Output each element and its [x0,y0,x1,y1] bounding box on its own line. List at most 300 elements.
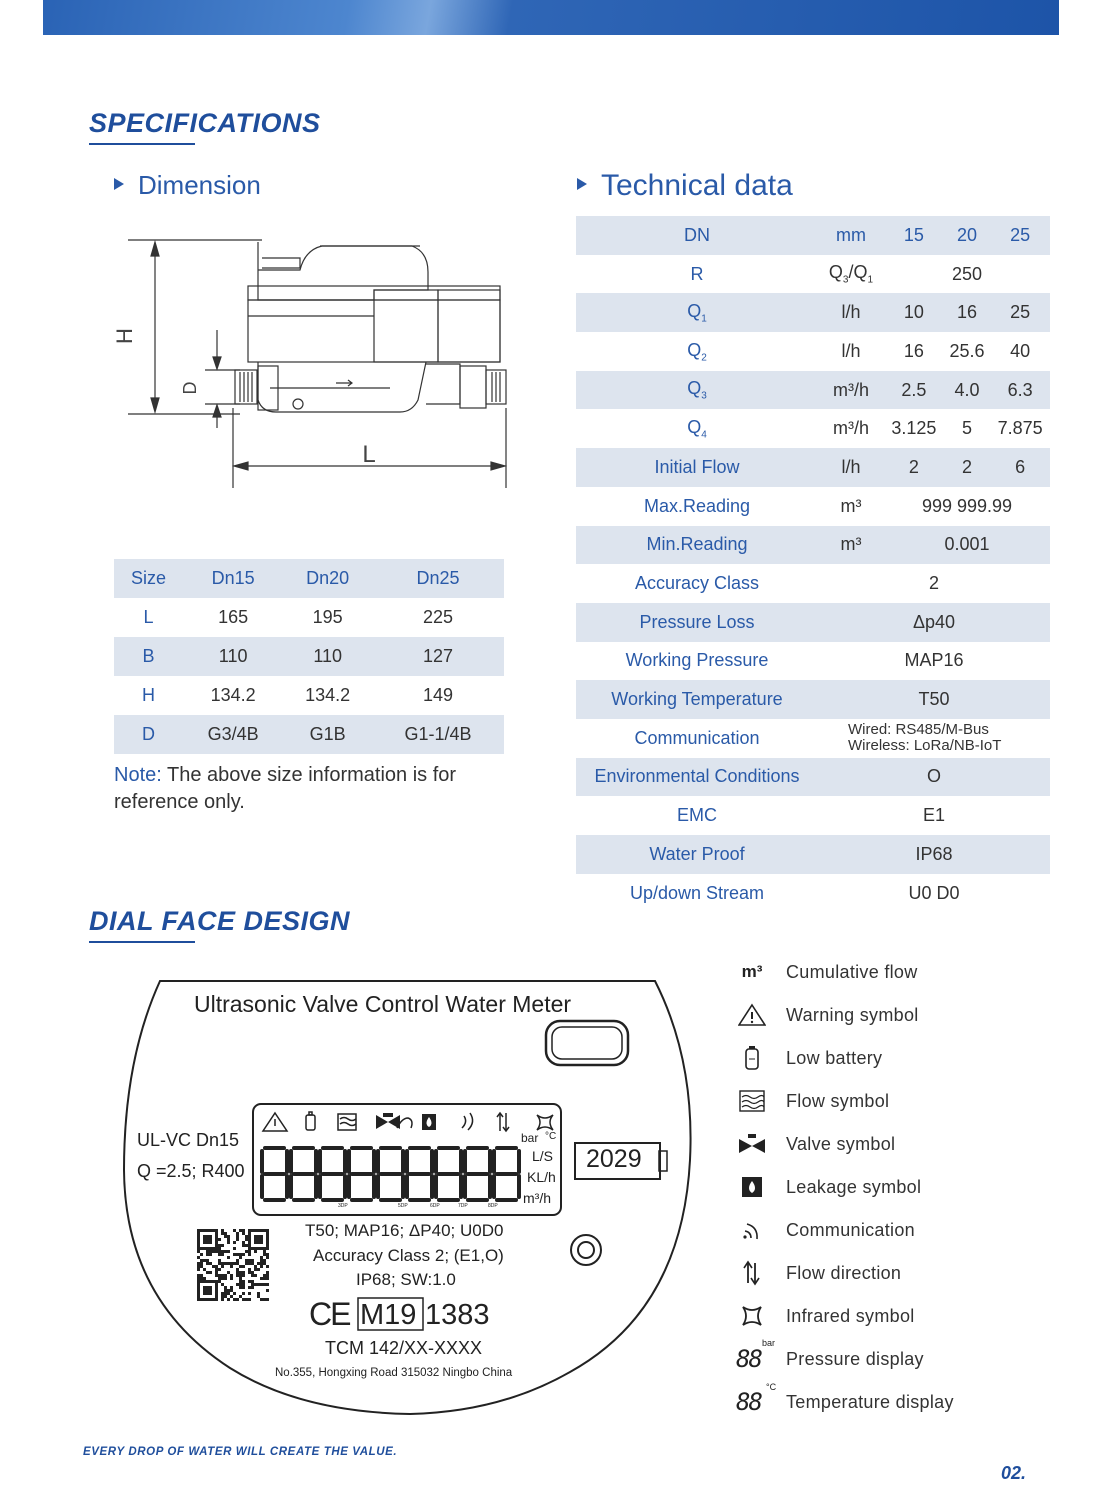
h-label: H [112,328,137,344]
qr-module [200,1229,203,1232]
dp-label: 3DP [338,1203,348,1209]
qr-module [215,1289,218,1292]
qr-module [227,1292,230,1295]
qr-module [224,1289,227,1292]
ce-mark: CE [309,1296,350,1332]
qr-module [266,1283,269,1286]
qr-module [239,1283,242,1286]
qr-module [236,1298,239,1301]
qr-module [215,1238,218,1241]
qr-module [236,1259,239,1262]
qr-module [254,1283,257,1286]
qr-module [260,1262,263,1265]
qr-module [248,1247,251,1250]
qr-module [209,1250,212,1253]
qr-module [230,1265,233,1268]
qr-module [206,1235,209,1238]
qr-module [203,1259,206,1262]
table-row: Water Proof IP68 [576,835,1050,874]
qr-module [251,1262,254,1265]
qr-module [227,1289,230,1292]
qr-module [215,1298,218,1301]
qr-module [254,1274,257,1277]
qr-module [236,1235,239,1238]
qr-module [254,1241,257,1244]
qr-module [212,1250,215,1253]
qr-module [248,1250,251,1253]
dp-label: 5DP [398,1203,408,1209]
qr-module [236,1268,239,1271]
qr-module [263,1283,266,1286]
qr-module [215,1274,218,1277]
qr-module [230,1295,233,1298]
pressure-display-icon: 88 bar [736,1338,776,1373]
qr-module [215,1247,218,1250]
qr-module [245,1244,248,1247]
qr-module [263,1247,266,1250]
qr-module [197,1247,200,1250]
qr-module [206,1250,209,1253]
qr-module [254,1229,257,1232]
qr-module [209,1229,212,1232]
technical-data-heading: Technical data [577,169,793,203]
qr-module [248,1286,251,1289]
qr-module [206,1289,209,1292]
qr-module [230,1286,233,1289]
table-row: Max.Reading m³ 999 999.99 [576,487,1050,526]
qr-module [248,1280,251,1283]
table-row: B 110 110 127 [114,637,504,676]
qr-module [227,1238,230,1241]
qr-module [233,1229,236,1232]
qr-module [257,1262,260,1265]
battery-icon [736,1044,768,1072]
infrared-port-icon [571,1235,601,1265]
qr-module [221,1292,224,1295]
qr-module [203,1229,206,1232]
qr-module [239,1229,242,1232]
qr-module [197,1268,200,1271]
qr-module [197,1235,200,1238]
qr-module [266,1298,269,1301]
qr-module [203,1280,206,1283]
qr-module [206,1298,209,1301]
qr-module [239,1280,242,1283]
qr-module [245,1250,248,1253]
footer-slogan: EVERY DROP OF WATER WILL CREATE THE VALUE. [83,1446,398,1458]
qr-module [203,1286,206,1289]
d-label: D [180,381,200,395]
table-row: Environmental Conditions O [576,758,1050,797]
unit-m3h: m³/h [523,1190,551,1206]
qr-module [221,1229,224,1232]
qr-module [206,1259,209,1262]
unit-ls: L/S [532,1148,554,1164]
qr-module [248,1298,251,1301]
qr-module [239,1253,242,1256]
qr-module [224,1250,227,1253]
list-item: 88 bar Pressure display [736,1338,924,1373]
qr-module [215,1268,218,1271]
qr-module [260,1247,263,1250]
list-item: Flow direction [736,1256,1076,1290]
qr-module [257,1295,260,1298]
list-item: Leakage symbol [736,1170,1076,1204]
qr-module [206,1229,209,1232]
qr-module [215,1244,218,1247]
qr-module [260,1256,263,1259]
qr-module [251,1283,254,1286]
list-item: Valve symbol [736,1127,1076,1161]
qr-module [263,1262,266,1265]
valve-icon [736,1130,768,1158]
qr-module [257,1229,260,1232]
table-row: L 165 195 225 [114,598,504,637]
qr-module [206,1286,209,1289]
qr-module [257,1235,260,1238]
table-row: H 134.2 134.2 149 [114,676,504,715]
qr-module [266,1277,269,1280]
qr-module [254,1238,257,1241]
dial-q-ratio: Q =2.5; R400 [137,1161,245,1181]
qr-module [263,1253,266,1256]
qr-module [203,1247,206,1250]
qr-module [197,1277,200,1280]
qr-module [227,1241,230,1244]
qr-module [200,1253,203,1256]
specifications-heading: SPECIFICATIONS [89,108,321,139]
flow-icon [736,1087,768,1115]
qr-module [260,1241,263,1244]
qr-module [233,1241,236,1244]
qr-module [224,1262,227,1265]
qr-module [227,1235,230,1238]
qr-module [197,1232,200,1235]
qr-module [206,1238,209,1241]
qr-module [206,1271,209,1274]
qr-module [239,1256,242,1259]
qr-module [242,1241,245,1244]
qr-module [221,1274,224,1277]
qr-module [263,1259,266,1262]
qr-module [224,1277,227,1280]
qr-module [209,1271,212,1274]
qr-module [197,1241,200,1244]
qr-module [215,1283,218,1286]
qr-module [215,1271,218,1274]
qr-module [251,1274,254,1277]
qr-module [254,1268,257,1271]
qr-module [221,1298,224,1301]
qr-module [245,1238,248,1241]
qr-module [266,1241,269,1244]
qr-module [233,1247,236,1250]
qr-module [257,1238,260,1241]
table-row: R $Q_3/Q_1$ 250 [576,255,1050,294]
qr-module [221,1277,224,1280]
qr-module [263,1274,266,1277]
list-item: Flow symbol [736,1084,1076,1118]
qr-module [221,1265,224,1268]
qr-module [215,1295,218,1298]
qr-module [209,1247,212,1250]
table-row: D G3/4B G1B G1-1/4B [114,715,504,754]
list-item: m³ Cumulative flow [736,955,1076,989]
qr-module [218,1268,221,1271]
qr-module [197,1292,200,1295]
qr-module [230,1277,233,1280]
qr-module [254,1235,257,1238]
qr-module [215,1235,218,1238]
qr-module [245,1298,248,1301]
qr-module [212,1298,215,1301]
qr-module [233,1253,236,1256]
manufacturer-address: No.355, Hongxing Road 315032 Ningbo China [275,1367,513,1379]
qr-module [221,1244,224,1247]
qr-module [200,1277,203,1280]
qr-module [209,1235,212,1238]
qr-module [203,1268,206,1271]
qr-module [248,1262,251,1265]
qr-module [197,1238,200,1241]
qr-module [221,1250,224,1253]
qr-module [230,1289,233,1292]
qr-module [200,1274,203,1277]
qr-module [221,1253,224,1256]
qr-module [248,1271,251,1274]
communication-icon [736,1216,768,1244]
table-row: EMC E1 [576,796,1050,835]
unit-bar: bar [521,1131,539,1145]
infrared-icon [736,1302,768,1330]
qr-module [221,1295,224,1298]
qr-module [209,1298,212,1301]
qr-module [248,1244,251,1247]
dp-label: 6DP [430,1203,440,1209]
qr-module [212,1265,215,1268]
unit-klh: KL/h [527,1169,556,1185]
lcd-digit-display [262,1148,519,1200]
qr-module [266,1289,269,1292]
table-row: Pressure Loss Δp40 [576,603,1050,642]
qr-module [224,1286,227,1289]
list-item: Communication [736,1213,1076,1247]
qr-module [248,1238,251,1241]
list-item: Low battery [736,1041,1076,1075]
qr-module [218,1247,221,1250]
qr-module [257,1292,260,1295]
qr-module [248,1253,251,1256]
qr-module [239,1274,242,1277]
qr-module [254,1250,257,1253]
dial-model: UL-VC Dn15 [137,1130,240,1150]
qr-module [242,1229,245,1232]
qr-module [242,1274,245,1277]
qr-module [203,1292,206,1295]
qr-module [209,1286,212,1289]
qr-module [266,1247,269,1250]
qr-module [242,1283,245,1286]
qr-module [242,1271,245,1274]
table-row: $Q_4$ m³/h 3.125 5 7.875 [576,409,1050,448]
qr-module [251,1271,254,1274]
qr-module [239,1295,242,1298]
qr-module [218,1250,221,1253]
qr-module [233,1262,236,1265]
valve-icon [376,1115,400,1129]
table-row: Accuracy Class 2 [576,564,1050,603]
table-row: Initial Flow l/h 2 2 6 [576,448,1050,487]
qr-module [200,1259,203,1262]
qr-module [266,1271,269,1274]
qr-module [239,1277,242,1280]
qr-module [242,1286,245,1289]
qr-module [206,1241,209,1244]
qr-module [242,1292,245,1295]
qr-module [236,1253,239,1256]
qr-module [197,1280,200,1283]
qr-module [203,1241,206,1244]
leakage-icon [736,1173,768,1201]
qr-module [230,1262,233,1265]
qr-module [248,1292,251,1295]
qr-module [215,1280,218,1283]
qr-module [227,1262,230,1265]
qr-module [254,1247,257,1250]
qr-module [260,1238,263,1241]
qr-module [218,1262,221,1265]
spec-line-1: T50; MAP16; ΔP40; U0D0 [305,1221,504,1240]
qr-module [209,1292,212,1295]
table-row: DN mm 15 20 25 [576,216,1050,255]
qr-module [212,1247,215,1250]
qr-module [197,1286,200,1289]
qr-module [236,1262,239,1265]
qr-module [257,1268,260,1271]
qr-module [251,1280,254,1283]
qr-module [206,1262,209,1265]
qr-module [197,1229,200,1232]
dial-title: Ultrasonic Valve Control Water Meter [194,991,572,1017]
list-item: Warning symbol [736,998,1076,1032]
qr-module [209,1241,212,1244]
table-row: $Q_2$ l/h 16 25.6 40 [576,332,1050,371]
table-row: Communication Wired: RS485/M-Bus Wireless: LoRa/NB-IoT [576,719,1050,758]
qr-module [221,1283,224,1286]
qr-module [197,1295,200,1298]
qr-module [251,1259,254,1262]
qr-module [200,1298,203,1301]
qr-module [215,1292,218,1295]
unit-celsius: °C [545,1131,557,1142]
qr-module [206,1253,209,1256]
qr-module [242,1298,245,1301]
qr-module [236,1238,239,1241]
table-row: $Q_3$ m³/h 2.5 4.0 6.3 [576,371,1050,410]
qr-module [236,1283,239,1286]
qr-module [227,1250,230,1253]
qr-module [215,1265,218,1268]
qr-module [203,1238,206,1241]
qr-module [224,1274,227,1277]
qr-module [215,1241,218,1244]
qr-module [200,1265,203,1268]
qr-module [260,1298,263,1301]
approval-number: TCM 142/XX-XXXX [325,1338,483,1358]
qr-module [239,1286,242,1289]
qr-module [263,1229,266,1232]
qr-module [197,1283,200,1286]
qr-module [218,1244,221,1247]
qr-module [218,1238,221,1241]
qr-module [257,1247,260,1250]
qr-module [206,1292,209,1295]
qr-module [254,1265,257,1268]
l-label: L [362,441,376,468]
qr-module [221,1232,224,1235]
qr-module [266,1235,269,1238]
qr-module [263,1298,266,1301]
qr-module [248,1235,251,1238]
qr-module [197,1298,200,1301]
qr-module [245,1259,248,1262]
qr-module [236,1232,239,1235]
qr-module [215,1229,218,1232]
qr-module [203,1235,206,1238]
qr-module [227,1298,230,1301]
qr-module [215,1286,218,1289]
qr-module [248,1268,251,1271]
qr-module [197,1274,200,1277]
qr-module [248,1241,251,1244]
qr-module [203,1298,206,1301]
qr-module [251,1286,254,1289]
dp-label: 7DP [458,1203,468,1209]
qr-module [236,1271,239,1274]
qr-module [224,1295,227,1298]
qr-module [197,1250,200,1253]
qr-module [242,1280,245,1283]
qr-module [245,1235,248,1238]
qr-module [209,1253,212,1256]
qr-module [251,1247,254,1250]
qr-module [239,1271,242,1274]
qr-module [209,1289,212,1292]
dp-label: 8DP [488,1203,498,1209]
qr-module [221,1262,224,1265]
page-number: 02. [1001,1463,1027,1483]
qr-module [200,1262,203,1265]
qr-module [227,1256,230,1259]
table-row: Up/down Stream U0 D0 [576,874,1050,913]
qr-module [242,1265,245,1268]
qr-module [266,1256,269,1259]
qr-module [218,1277,221,1280]
qr-module [263,1277,266,1280]
qr-module [248,1229,251,1232]
metrology-mark: M19 [360,1299,417,1331]
qr-module [212,1229,215,1232]
table-row: Working Pressure MAP16 [576,642,1050,681]
list-item: 88 °C Temperature display [736,1382,954,1416]
qr-module [242,1232,245,1235]
qr-module [224,1292,227,1295]
qr-module [257,1283,260,1286]
qr-module [230,1274,233,1277]
flow-direction-icon [736,1259,768,1287]
qr-module [266,1232,269,1235]
dial-face-heading: DIAL FACE DESIGN [89,906,350,937]
